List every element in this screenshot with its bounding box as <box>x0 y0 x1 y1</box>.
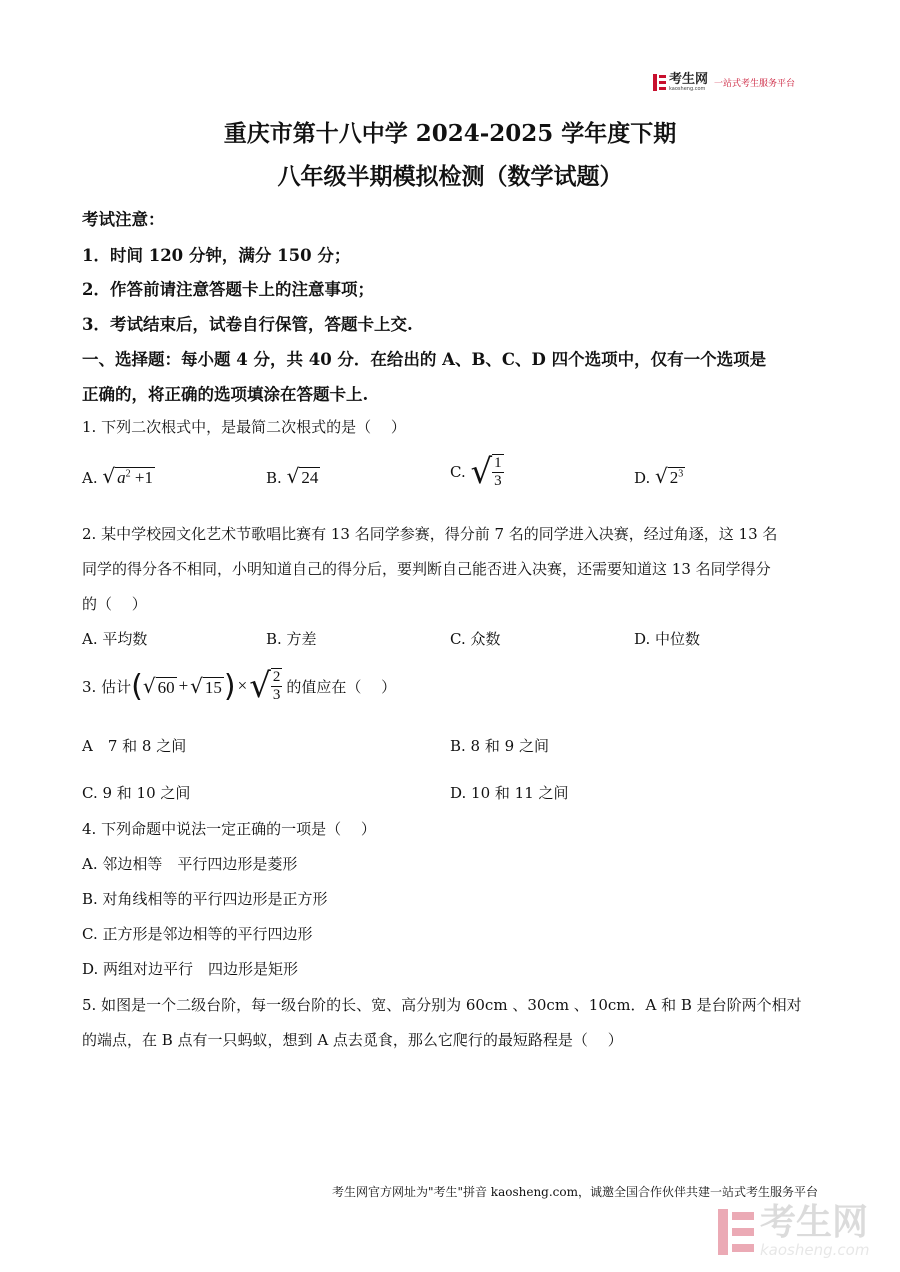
exponent: 3 <box>678 468 684 480</box>
page-title-line1: 重庆市第十八中学 2024-2025 学年度下期 <box>223 120 677 147</box>
logo-slogan: 一站式考生服务平台 <box>714 79 796 89</box>
radicand: 15 <box>204 678 222 697</box>
page-title-line2: 八年级半期模拟检测（数学试题） <box>277 163 623 190</box>
radical-expression: √ 15 <box>190 674 222 698</box>
logo-brand: 考生网 <box>669 72 709 87</box>
question-3-suffix: 的值应在（ ） <box>286 677 397 696</box>
question-3-option-d: D. 10 和 11 之间 <box>450 784 569 802</box>
question-5-line1: 5. 如图是一个二级台阶，每一级台阶的长、宽、高分别为 60cm 、30cm 、10cm．A 和 B 是台阶两个相对 <box>82 996 802 1014</box>
fraction-numerator: 2 <box>272 669 281 685</box>
question-3-prefix: 3. 估计 <box>82 677 132 696</box>
question-1-option-a <box>82 464 155 488</box>
question-1-option-b <box>266 464 320 488</box>
question-3-option-c: C. 9 和 10 之间 <box>82 784 191 802</box>
question-2-option-b: B. 方差 <box>266 630 317 648</box>
radical-fraction: √ $\frac{2}{3}$ <box>249 666 281 706</box>
radical-expression: √ $\frac{1}{3}$ <box>470 452 502 492</box>
exponent: 2 <box>125 468 131 480</box>
radicand-rest: +1 <box>130 468 153 487</box>
question-3-option-a: A 7 和 8 之间 <box>82 737 187 755</box>
question-4-option-d: D. 两组对边平行 四边形是矩形 <box>82 960 299 978</box>
radicand-base: a <box>117 468 126 487</box>
question-4-option-c: C. 正方形是邻边相等的平行四边形 <box>82 925 313 943</box>
question-2-line3: 的（ ） <box>82 595 147 613</box>
question-1-option-c <box>450 452 504 492</box>
question-2-option-a: A. 平均数 <box>82 630 148 648</box>
question-2-option-d: D. 中位数 <box>634 630 701 648</box>
section-instructions-line2: 正确的，将正确的选项填涂在答题卡上. <box>82 385 369 404</box>
radical-expression: √ 60 <box>142 674 175 698</box>
plus-sign: + <box>178 676 189 695</box>
right-paren: ) <box>223 668 236 704</box>
footer-text: 考生网官方网址为"考生"拼音 kaosheng.com，诚邀全国合作伙伴共建一站式考生服务平台 <box>331 1185 818 1199</box>
watermark-logo-icon <box>718 1209 754 1255</box>
option-label: D. <box>634 469 651 487</box>
radicand-base: 2 <box>669 468 679 487</box>
question-1-stem: 1. 下列二次根式中，是最简二次根式的是（ ） <box>82 418 406 436</box>
header-logo <box>653 73 795 92</box>
logo-domain: kaosheng.com <box>669 86 706 92</box>
question-3-stem <box>82 666 396 706</box>
fraction-numerator: 1 <box>494 455 502 471</box>
question-4-option-a: A. 邻边相等 平行四边形是菱形 <box>82 855 298 873</box>
watermark-text: 考生网 <box>760 1202 869 1243</box>
option-label: A. <box>82 469 98 487</box>
notice-item: 3．考试结束后，试卷自行保管，答题卡上交. <box>82 315 413 334</box>
notice-item: 1．时间 120 分钟，满分 150 分； <box>82 246 351 265</box>
question-1-option-d <box>634 464 685 488</box>
question-2-line2: 同学的得分各不相同，小明知道自己的得分后，要判断自己能否进入决赛，还需要知道这 13 名同学得分 <box>82 560 771 578</box>
radical-expression: √ $a^2 +1$ <box>102 464 153 488</box>
option-label: B. <box>266 469 282 487</box>
question-3-option-b: B. 8 和 9 之间 <box>450 737 549 755</box>
question-5-line2: 的端点，在 B 点有一只蚂蚁，想到 A 点去觅食，那么它爬行的最短路程是（ ） <box>82 1031 623 1049</box>
question-4-option-b: B. 对角线相等的平行四边形是正方形 <box>82 890 328 908</box>
logo-icon <box>653 74 666 91</box>
question-2-line1: 2. 某中学校园文化艺术节歌唱比赛有 13 名同学参赛，得分前 7 名的同学进入决赛，经过角逐，这 13 名 <box>82 525 778 543</box>
radical-expression: √ 24 <box>286 464 319 488</box>
radicand: 24 <box>301 468 319 487</box>
fraction-denominator: 3 <box>494 473 502 489</box>
watermark <box>718 1202 870 1259</box>
section-instructions-line1: 一、选择题：每小题 4 分，共 40 分．在给出的 A、B、C、D 四个选项中，仅有一个选项是 <box>82 350 767 369</box>
left-paren: ( <box>131 668 143 704</box>
times-sign: × <box>237 676 248 695</box>
notice-heading: 考试注意： <box>82 210 165 229</box>
question-4-stem: 4. 下列命题中说法一定正确的一项是（ ） <box>82 820 376 838</box>
radicand: 60 <box>157 678 175 697</box>
notice-item: 2．作答前请注意答题卡上的注意事项； <box>82 280 374 299</box>
question-2-option-c: C. 众数 <box>450 630 501 648</box>
fraction-denominator: 3 <box>272 687 281 703</box>
option-label: C. <box>450 463 466 481</box>
watermark-domain: kaosheng.com <box>760 1241 870 1259</box>
radical-expression: √ $2^3$ <box>655 464 684 488</box>
